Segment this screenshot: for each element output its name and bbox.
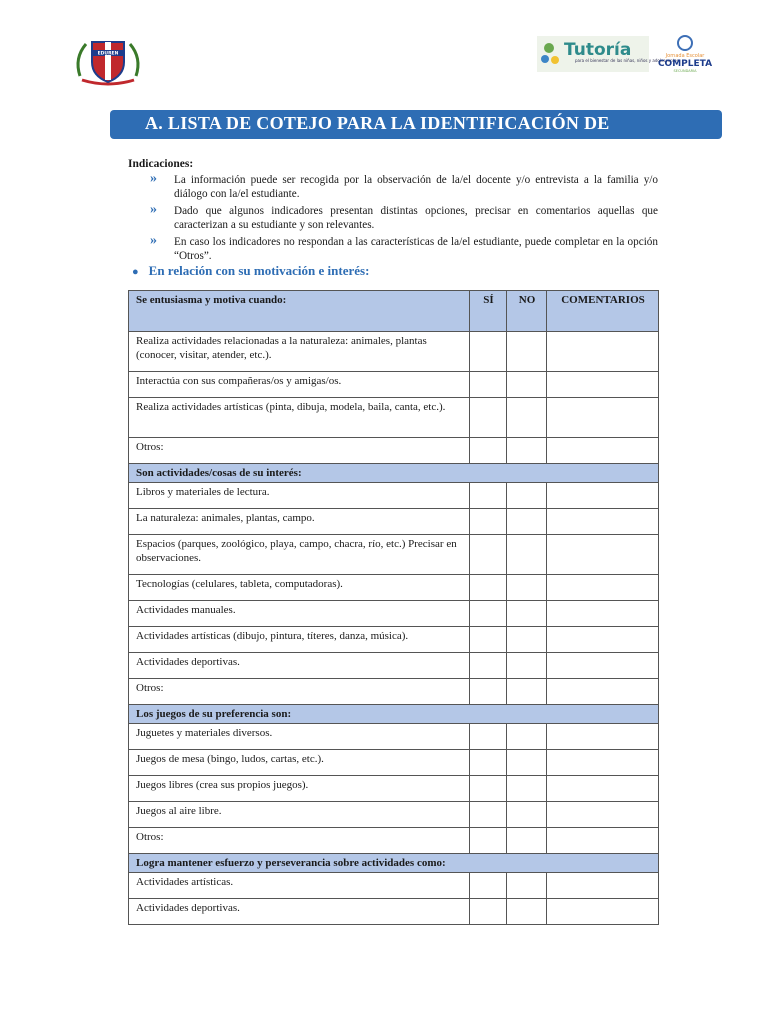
- chevron-bullet-icon: »: [150, 171, 157, 186]
- indications-list: [150, 173, 658, 266]
- table-row: [129, 483, 659, 509]
- si-cell[interactable]: [470, 724, 507, 750]
- no-cell[interactable]: [507, 679, 547, 705]
- indication-item: [150, 204, 658, 232]
- comment-cell[interactable]: [547, 627, 659, 653]
- tutoria-logo: [537, 33, 717, 75]
- si-cell[interactable]: [470, 332, 507, 372]
- no-cell[interactable]: [507, 398, 547, 438]
- indicator-text: Otros:: [129, 828, 470, 854]
- indicator-text: Interactúa con sus compañeras/os y amigas/os.: [129, 372, 470, 398]
- indications-heading: Indicaciones:: [128, 158, 194, 170]
- table-row: [129, 575, 659, 601]
- group-header: Son actividades/cosas de su interés:: [129, 464, 659, 483]
- indicator-text: Juegos al aire libre.: [129, 802, 470, 828]
- indicator-text: La naturaleza: animales, plantas, campo.: [129, 509, 470, 535]
- checklist-table: [128, 290, 659, 925]
- comment-cell[interactable]: [547, 332, 659, 372]
- indicator-text: Actividades artísticas (dibujo, pintura, títeres, danza, música).: [129, 627, 470, 653]
- group-header-row: [129, 705, 659, 724]
- comment-cell[interactable]: [547, 601, 659, 627]
- no-cell[interactable]: [507, 653, 547, 679]
- indication-item: [150, 173, 658, 201]
- no-cell[interactable]: [507, 509, 547, 535]
- si-cell[interactable]: [470, 509, 507, 535]
- no-cell[interactable]: [507, 776, 547, 802]
- si-cell[interactable]: [470, 438, 507, 464]
- group-header-row: [129, 854, 659, 873]
- no-cell[interactable]: [507, 483, 547, 509]
- table-row: [129, 653, 659, 679]
- indicator-text: Realiza actividades relacionadas a la naturaleza: animales, plantas (conocer, visitar, atender, etc.).: [129, 332, 470, 372]
- indicator-text: Juegos libres (crea sus propios juegos).: [129, 776, 470, 802]
- badge-main-text: COMPLETA: [657, 59, 713, 69]
- indicator-text: Otros:: [129, 679, 470, 705]
- no-cell[interactable]: [507, 438, 547, 464]
- tutoria-subtitle: para el bienestar de las niñas, niños y adolescentes: [575, 58, 679, 63]
- si-cell[interactable]: [470, 828, 507, 854]
- si-cell[interactable]: [470, 601, 507, 627]
- no-cell[interactable]: [507, 575, 547, 601]
- indication-text: Dado que algunos indicadores presentan distintas opciones, precisar en comentarios aquellas que caracterizan a su estudiante y son relevantes.: [174, 205, 658, 231]
- si-cell[interactable]: [470, 535, 507, 575]
- table-row: [129, 438, 659, 464]
- group-header: Los juegos de su preferencia son:: [129, 705, 659, 724]
- col-si-header: SÍ: [470, 291, 507, 332]
- table-row: [129, 535, 659, 575]
- no-cell[interactable]: [507, 372, 547, 398]
- badge-bottom-text: SECUNDARIA: [673, 69, 697, 73]
- indicator-text: Espacios (parques, zoológico, playa, campo, chacra, río, etc.) Precisar en observaciones.: [129, 535, 470, 575]
- comment-cell[interactable]: [547, 535, 659, 575]
- table-row: [129, 679, 659, 705]
- comment-cell[interactable]: [547, 724, 659, 750]
- comment-cell[interactable]: [547, 776, 659, 802]
- indication-text: En caso los indicadores no respondan a las características de la/el estudiante, puede completar en la opción “Otros”.: [174, 236, 658, 262]
- chevron-bullet-icon: »: [150, 202, 157, 217]
- group-header-row: [129, 464, 659, 483]
- si-cell[interactable]: [470, 372, 507, 398]
- si-cell[interactable]: [470, 679, 507, 705]
- no-cell[interactable]: [507, 332, 547, 372]
- table-row: [129, 899, 659, 925]
- indication-item: [150, 235, 658, 263]
- comment-cell[interactable]: [547, 653, 659, 679]
- no-cell[interactable]: [507, 535, 547, 575]
- bullet-dot-icon: ●: [132, 266, 139, 278]
- comment-cell[interactable]: [547, 438, 659, 464]
- indication-text: La información puede ser recogida por la observación de la/el docente y/o entrevista a la familia y/o diálogo con la/el estudiante.: [174, 174, 658, 200]
- si-cell[interactable]: [470, 873, 507, 899]
- indicator-text: Realiza actividades artísticas (pinta, dibuja, modela, baila, canta, etc.).: [129, 398, 470, 438]
- table-row: [129, 873, 659, 899]
- comment-cell[interactable]: [547, 509, 659, 535]
- comment-cell[interactable]: [547, 899, 659, 925]
- table-row: [129, 724, 659, 750]
- section-title: [132, 263, 369, 279]
- col-comments-header: COMENTARIOS: [547, 291, 659, 332]
- no-cell[interactable]: [507, 724, 547, 750]
- badge-top-text: Jornada Escolar: [665, 53, 705, 59]
- table-row: [129, 750, 659, 776]
- school-crest-logo: [72, 36, 144, 88]
- indicator-text: Tecnologías (celulares, tableta, computadoras).: [129, 575, 470, 601]
- table-row: [129, 802, 659, 828]
- si-cell[interactable]: [470, 398, 507, 438]
- comment-cell[interactable]: [547, 483, 659, 509]
- si-cell[interactable]: [470, 483, 507, 509]
- no-cell[interactable]: [507, 873, 547, 899]
- si-cell[interactable]: [470, 802, 507, 828]
- table-row: [129, 372, 659, 398]
- comment-cell[interactable]: [547, 802, 659, 828]
- chevron-bullet-icon: »: [150, 233, 157, 248]
- si-cell[interactable]: [470, 750, 507, 776]
- indicator-text: Actividades artísticas.: [129, 873, 470, 899]
- col-no-header: NO: [507, 291, 547, 332]
- page-title: A. LISTA DE COTEJO PARA LA IDENTIFICACIÓN DE: [145, 113, 610, 133]
- group-header: Logra mantener esfuerzo y perseverancia sobre actividades como:: [129, 854, 659, 873]
- title-banner: [110, 110, 722, 139]
- crest-label: EDUREN: [97, 51, 119, 57]
- no-cell[interactable]: [507, 828, 547, 854]
- indicator-text: Actividades deportivas.: [129, 653, 470, 679]
- section-title-text: En relación con su motivación e interés:: [148, 263, 370, 278]
- comment-cell[interactable]: [547, 575, 659, 601]
- si-cell[interactable]: [470, 575, 507, 601]
- comment-cell[interactable]: [547, 828, 659, 854]
- group-header: Se entusiasma y motiva cuando:: [129, 291, 470, 332]
- indicator-text: Actividades manuales.: [129, 601, 470, 627]
- indicator-text: Actividades deportivas.: [129, 899, 470, 925]
- si-cell[interactable]: [470, 899, 507, 925]
- table-row: [129, 627, 659, 653]
- comment-cell[interactable]: [547, 679, 659, 705]
- no-cell[interactable]: [507, 627, 547, 653]
- comment-cell[interactable]: [547, 372, 659, 398]
- comment-cell[interactable]: [547, 750, 659, 776]
- table-row: [129, 601, 659, 627]
- comment-cell[interactable]: [547, 398, 659, 438]
- indicator-text: Libros y materiales de lectura.: [129, 483, 470, 509]
- table-row: [129, 509, 659, 535]
- no-cell[interactable]: [507, 899, 547, 925]
- table-header-row: [129, 291, 659, 332]
- indicator-text: Otros:: [129, 438, 470, 464]
- si-cell[interactable]: [470, 653, 507, 679]
- indicator-text: Juguetes y materiales diversos.: [129, 724, 470, 750]
- no-cell[interactable]: [507, 750, 547, 776]
- comment-cell[interactable]: [547, 873, 659, 899]
- table-row: [129, 332, 659, 372]
- table-row: [129, 828, 659, 854]
- tutoria-title: Tutoría: [564, 40, 632, 60]
- si-cell[interactable]: [470, 776, 507, 802]
- no-cell[interactable]: [507, 601, 547, 627]
- table-row: [129, 776, 659, 802]
- no-cell[interactable]: [507, 802, 547, 828]
- si-cell[interactable]: [470, 627, 507, 653]
- table-row: [129, 398, 659, 438]
- indicator-text: Juegos de mesa (bingo, ludos, cartas, etc.).: [129, 750, 470, 776]
